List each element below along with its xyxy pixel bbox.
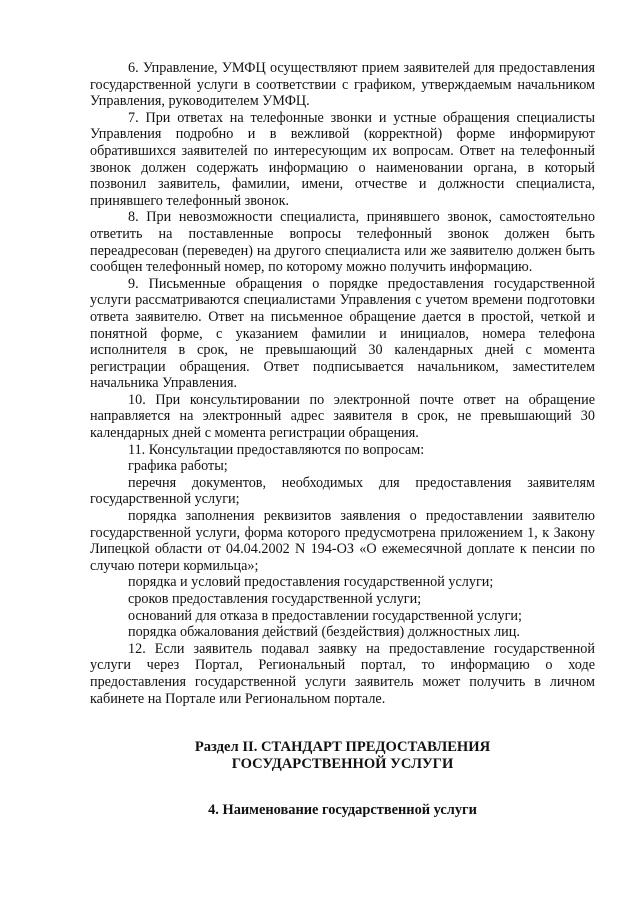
paragraph-7: 7. При ответах на телефонные звонки и устные обращения специалисты Управления подробно и в вежливой (корректной) форме информируют обратившихся заявителей по интересующим их вопросам. Ответ на телефонный звонок должен содержать информацию о наименовании органа, в который позвонил заявитель, фамилии, имени, отчестве и должности специалиста, принявшего телефонный звонок. — [90, 109, 595, 209]
subsection-heading: 4. Наименование государственной услуги — [208, 801, 477, 818]
list-item-schedule: графика работы; — [128, 458, 228, 475]
document-page — [90, 60, 595, 818]
list-item-refusal-grounds: оснований для отказа в предоставлении государственной услуги; — [128, 607, 522, 624]
paragraph-10: 10. При консультировании по электронной почте ответ на обращение направляется на электронный адрес заявителя в срок, не превышающий 30 календарных дней с момента регистрации обращения. — [90, 391, 595, 442]
list-item-terms: сроков предоставления государственной услуги; — [128, 591, 422, 607]
section-heading-line-1: Раздел II. СТАНДАРТ ПРЕДОСТАВЛЕНИЯ — [194, 739, 491, 756]
paragraph-11: 11. Консультации предоставляются по вопросам: — [128, 441, 425, 458]
list-item-appeal: порядка обжалования действий (бездействия) должностных лиц. — [128, 624, 520, 641]
paragraph-9: 9. Письменные обращения о порядке предоставления государственной услуги рассматриваются специалистами Управления с учетом времени подготовки ответа заявителю. Ответ на письменное обращение дается в простой, четкой и понятной форме, с указанием фамилии и инициалов, номера телефона исполнителя в срок, не превышающий 30 календарных дней с момента регистрации обращения. Ответ подписывается начальником, заместителем начальника Управления. — [90, 275, 595, 392]
list-item-conditions: порядка и условий предоставления государственной услуги; — [128, 574, 494, 591]
section-heading — [90, 739, 595, 773]
list-item-application-form: порядка заполнения реквизитов заявления о предоставлении заявителю государственной услуги, форма которого предусмотрена приложением 1, к Закону Липецкой области от 04.04.2002 N 194-ОЗ «О ежемесячной доплате к пенсии по случаю потери кормильца»; — [90, 508, 595, 574]
paragraph-6: 6. Управление, УМФЦ осуществляют прием заявителей для предоставления государственной услуги в соответствии с графиком, утверждаемым начальником Управления, руководителем УМФЦ. — [90, 60, 595, 110]
paragraph-12: 12. Если заявитель подавал заявку на предоставление государственной услуги через Портал, Региональный портал, то информацию о ходе предоставления государственной услуги заявитель может получить в личном кабинете на Портале или Региональном портале. — [90, 640, 595, 707]
section-heading-line-2: ГОСУДАРСТВЕННОЙ УСЛУГИ — [231, 755, 454, 772]
list-item-documents: перечня документов, необходимых для предоставления заявителям государственной услуги; — [90, 474, 595, 508]
paragraph-8: 8. При невозможности специалиста, принявшего звонок, самостоятельно ответить на поставленные вопросы телефонный звонок должен быть переадресован (переведен) на другого специалиста или же заявителю должен быть сообщен телефонный номер, по которому можно получить информацию. — [90, 209, 595, 276]
